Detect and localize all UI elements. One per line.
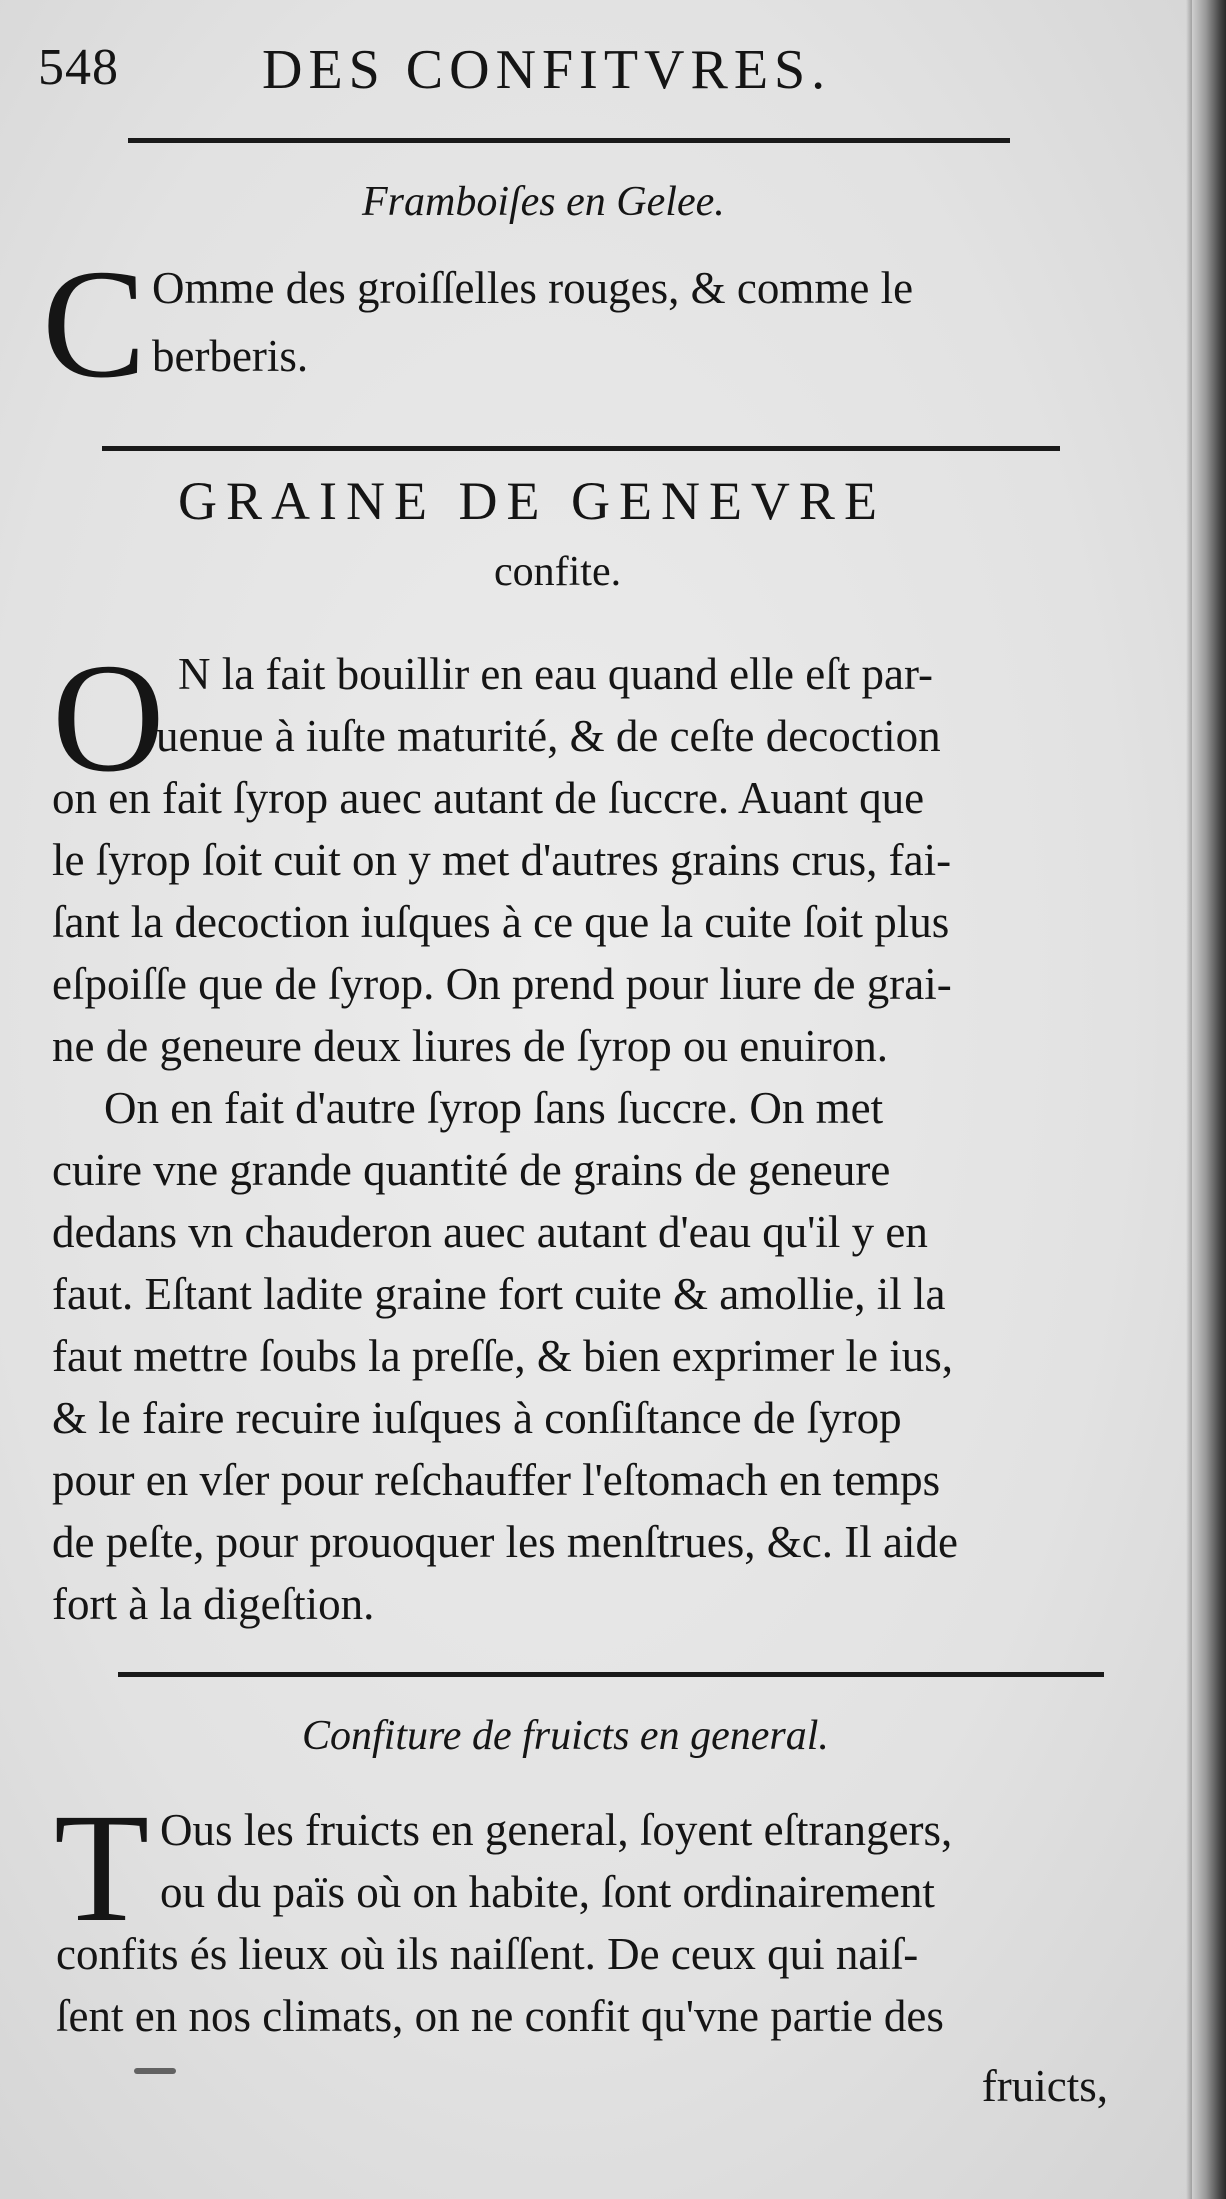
section-title-framboises: Framboiſes en Gelee.	[362, 179, 725, 225]
text-line: ſant la decoction iuſques à ce que la cuite ſoit plus	[52, 897, 950, 947]
page-number: 548	[38, 39, 119, 96]
text-line: N la fait bouillir en eau quand elle eſt par-	[178, 649, 934, 699]
text-line: & le faire recuire iuſques à conſiſtance de ſyrop	[52, 1393, 902, 1443]
drop-cap-t: T	[54, 1781, 150, 1954]
text-line: uenue à iuſte maturité, & de ceſte decoction	[156, 711, 941, 761]
text-line: berberis.	[152, 331, 309, 381]
section-subheading-confite: confite.	[494, 549, 622, 595]
catchword: fruicts,	[981, 2061, 1108, 2111]
section-rule	[118, 1672, 1104, 1677]
ink-smudge	[134, 2068, 176, 2074]
section-rule	[102, 446, 1060, 451]
text-line: ou du païs où on habite, ſont ordinairement	[160, 1867, 935, 1917]
text-line: Ous les fruicts en general, ſoyent eſtrangers,	[160, 1805, 953, 1855]
header-rule	[128, 138, 1010, 143]
section-title-confiture-de-fruicts: Confiture de fruicts en general.	[302, 1713, 829, 1759]
text-line: faut. Eſtant ladite graine fort cuite & amollie, il la	[52, 1269, 946, 1319]
text-line: cuire vne grande quantité de grains de geneure	[52, 1145, 891, 1195]
text-line: eſpoiſſe que de ſyrop. On prend pour liure de grai-	[52, 959, 952, 1009]
text-line: on en fait ſyrop auec autant de ſuccre. Auant que	[52, 773, 925, 823]
text-line: le ſyrop ſoit cuit on y met d'autres grains crus, fai-	[52, 835, 952, 885]
text-line: de peſte, pour prouoquer les menſtrues, &c. Il aide	[52, 1517, 958, 1567]
text-line: confits és lieux où ils naiſſent. De ceux qui naiſ-	[56, 1929, 919, 1979]
text-line: faut mettre ſoubs la preſſe, & bien exprimer le ius,	[52, 1331, 953, 1381]
running-head: DES CONFITVRES.	[262, 39, 832, 101]
text-line: On en fait d'autre ſyrop ſans ſuccre. On met	[104, 1083, 884, 1133]
drop-cap-c: C	[42, 237, 147, 410]
text-line: ne de geneure deux liures de ſyrop ou enuiron.	[52, 1021, 888, 1071]
text-line: dedans vn chauderon auec autant d'eau qu'il y en	[52, 1207, 928, 1257]
section-heading-graine-de-genevre: GRAINE DE GENEVRE	[178, 471, 886, 531]
text-line: Omme des groiſſelles rouges, & comme le	[152, 263, 914, 313]
text-line: pour en vſer pour reſchauffer l'eſtomach en temps	[52, 1455, 941, 1505]
text-line: ſent en nos climats, on ne confit qu'vne partie des	[56, 1991, 944, 2041]
book-spine	[1192, 0, 1226, 2199]
drop-cap-o: O	[52, 631, 165, 804]
text-line: fort à la digeſtion.	[52, 1579, 375, 1629]
